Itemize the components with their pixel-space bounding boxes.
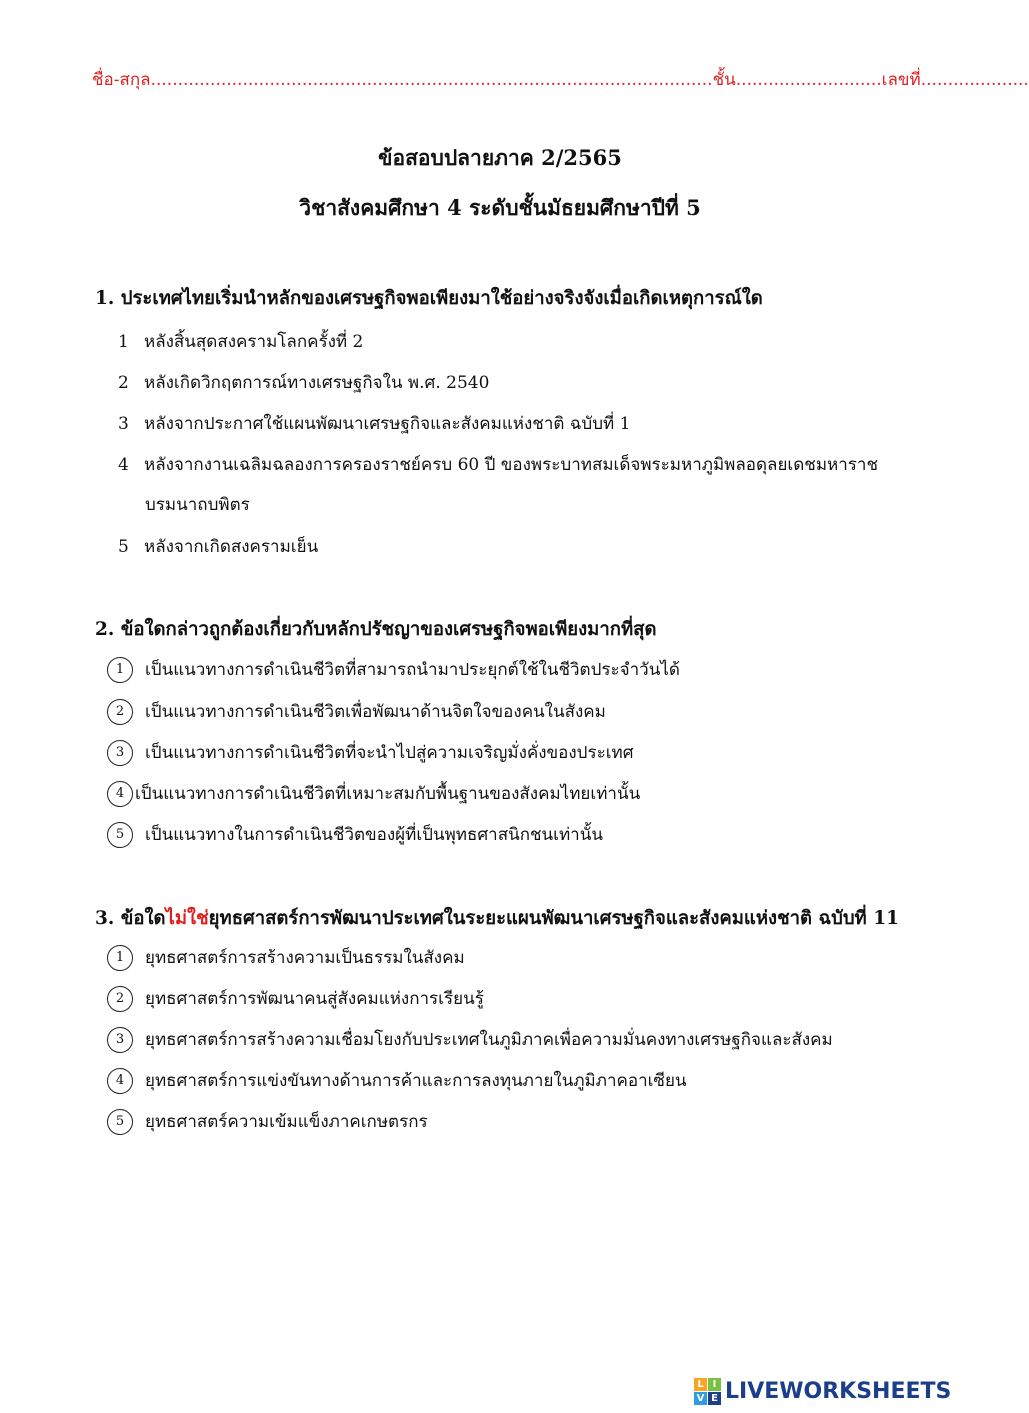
logo-letter-e: E xyxy=(708,1392,721,1405)
question-1: 1. ประเทศไทยเริ่มนำหลักของเศรษฐกิจพอเพียงมาใช้อย่างจริงจังเมื่อเกิดเหตุการณ์ใด xyxy=(95,288,763,309)
option-text: เป็นแนวทางการดำเนินชีวิตที่จะนำไปสู่ความเจริญมั่งคั่งของประเทศ xyxy=(145,743,634,763)
q3-option-3[interactable] xyxy=(107,1026,833,1053)
live-logo-icon xyxy=(694,1378,721,1405)
q3-option-4[interactable] xyxy=(107,1067,687,1094)
class-blank[interactable]: ........................... xyxy=(735,70,882,90)
option-text: ยุทธศาสตร์การสร้างความเป็นธรรมในสังคม xyxy=(145,948,465,968)
option-text: หลังจากเกิดสงครามเย็น xyxy=(144,537,319,557)
option-number: 3 xyxy=(118,414,129,434)
option-text: เป็นแนวทางในการดำเนินชีวิตของผู้ที่เป็นพุทธศาสนิกชนเท่านั้น xyxy=(145,825,603,845)
option-text: เป็นแนวทางการดำเนินชีวิตเพื่อพัฒนาด้านจิตใจของคนในสังคม xyxy=(145,702,606,722)
option-text: หลังเกิดวิกฤตการณ์ทางเศรษฐกิจใน พ.ศ. 2540 xyxy=(144,373,490,393)
option-number: 1 xyxy=(118,332,129,352)
option-text: หลังสิ้นสุดสงครามโลกครั้งที่ 2 xyxy=(144,332,364,352)
name-label: ชื่อ-สกุล xyxy=(92,70,151,90)
class-label: ชั้น xyxy=(712,70,736,90)
number-blank[interactable]: .................... xyxy=(920,70,1029,90)
student-info-line xyxy=(92,66,1029,93)
q2-option-5[interactable] xyxy=(107,821,603,848)
option-text: หลังจากประกาศใช้แผนพัฒนาเศรษฐกิจและสังคมแห่งชาติ ฉบับที่ 1 xyxy=(144,414,631,434)
question-3-highlight: ไม่ใช่ xyxy=(165,908,209,929)
q1-option-3[interactable] xyxy=(118,410,630,437)
q2-option-2[interactable] xyxy=(107,698,606,725)
option-text: ยุทธศาสตร์การสร้างความเชื่อมโยงกับประเทศในภูมิภาคเพื่อความมั่นคงทางเศรษฐกิจและสังคม xyxy=(145,1030,833,1050)
option-number: 5 xyxy=(118,537,129,557)
q3-option-5[interactable] xyxy=(107,1108,428,1135)
logo-text: LIVEWORKSHEETS xyxy=(725,1378,952,1404)
option-circle[interactable]: 3 xyxy=(107,740,133,766)
option-circle[interactable]: 5 xyxy=(107,822,133,848)
q2-option-1[interactable] xyxy=(107,656,680,683)
q2-option-4[interactable] xyxy=(107,780,640,807)
option-number: 4 xyxy=(118,455,129,475)
option-text: เป็นแนวทางการดำเนินชีวิตที่เหมาะสมกับพื้นฐานของสังคมไทยเท่านั้น xyxy=(135,784,641,804)
q3-option-1[interactable] xyxy=(107,944,465,971)
logo-letter-l: L xyxy=(694,1378,707,1391)
option-text: ยุทธศาสตร์การพัฒนาคนสู่สังคมแห่งการเรียนรู้ xyxy=(145,989,484,1009)
option-circle[interactable]: 1 xyxy=(107,945,133,971)
number-label: เลขที่ xyxy=(881,70,921,90)
option-circle[interactable]: 2 xyxy=(107,699,133,725)
option-text: ยุทธศาสตร์การแข่งขันทางด้านการค้าและการลงทุนภายในภูมิภาคอาเซียน xyxy=(145,1071,687,1091)
q2-option-3[interactable] xyxy=(107,739,634,766)
option-circle[interactable]: 4 xyxy=(107,781,133,807)
logo-letter-i: I xyxy=(708,1378,721,1391)
option-circle[interactable]: 3 xyxy=(107,1027,133,1053)
option-circle[interactable]: 5 xyxy=(107,1109,133,1135)
question-3-suffix: ยุทธศาสตร์การพัฒนาประเทศในระยะแผนพัฒนาเศรษฐกิจและสังคมแห่งชาติ ฉบับที่ 11 xyxy=(208,908,899,929)
question-3-prefix: 3. ข้อใด xyxy=(95,908,166,929)
option-circle[interactable]: 1 xyxy=(107,657,133,683)
logo-letter-v: V xyxy=(694,1392,707,1405)
q1-option-5[interactable] xyxy=(118,533,318,560)
question-2: 2. ข้อใดกล่าวถูกต้องเกี่ยวกับหลักปรัชญาของเศรษฐกิจพอเพียงมากที่สุด xyxy=(95,619,657,640)
exam-title: ข้อสอบปลายภาค 2/2565 xyxy=(378,145,622,170)
option-text: เป็นแนวทางการดำเนินชีวิตที่สามารถนำมาประยุกต์ใช้ในชีวิตประจำวันได้ xyxy=(145,660,680,680)
q1-option-4[interactable] xyxy=(118,451,878,478)
option-text: ยุทธศาสตร์ความเข้มแข็งภาคเกษตรกร xyxy=(145,1112,428,1132)
option-circle[interactable]: 2 xyxy=(107,986,133,1012)
option-text: หลังจากงานเฉลิมฉลองการครองราชย์ครบ 60 ปี ของพระบาทสมเด็จพระมหาภูมิพลอดุลยเดชมหาราช xyxy=(144,455,878,475)
liveworksheets-logo[interactable] xyxy=(694,1376,951,1406)
q3-option-2[interactable] xyxy=(107,985,484,1012)
q1-option-4-continued: บรมนาถบพิตร xyxy=(145,495,250,515)
option-number: 2 xyxy=(118,373,129,393)
option-circle[interactable]: 4 xyxy=(107,1068,133,1094)
name-blank[interactable]: ........................................................................................................ xyxy=(150,70,713,90)
question-3 xyxy=(95,904,899,933)
subject-title: วิชาสังคมศึกษา 4 ระดับชั้นมัธยมศึกษาปีที่ 5 xyxy=(299,195,701,220)
q1-option-2[interactable] xyxy=(118,369,489,396)
q1-option-1[interactable] xyxy=(118,328,363,355)
